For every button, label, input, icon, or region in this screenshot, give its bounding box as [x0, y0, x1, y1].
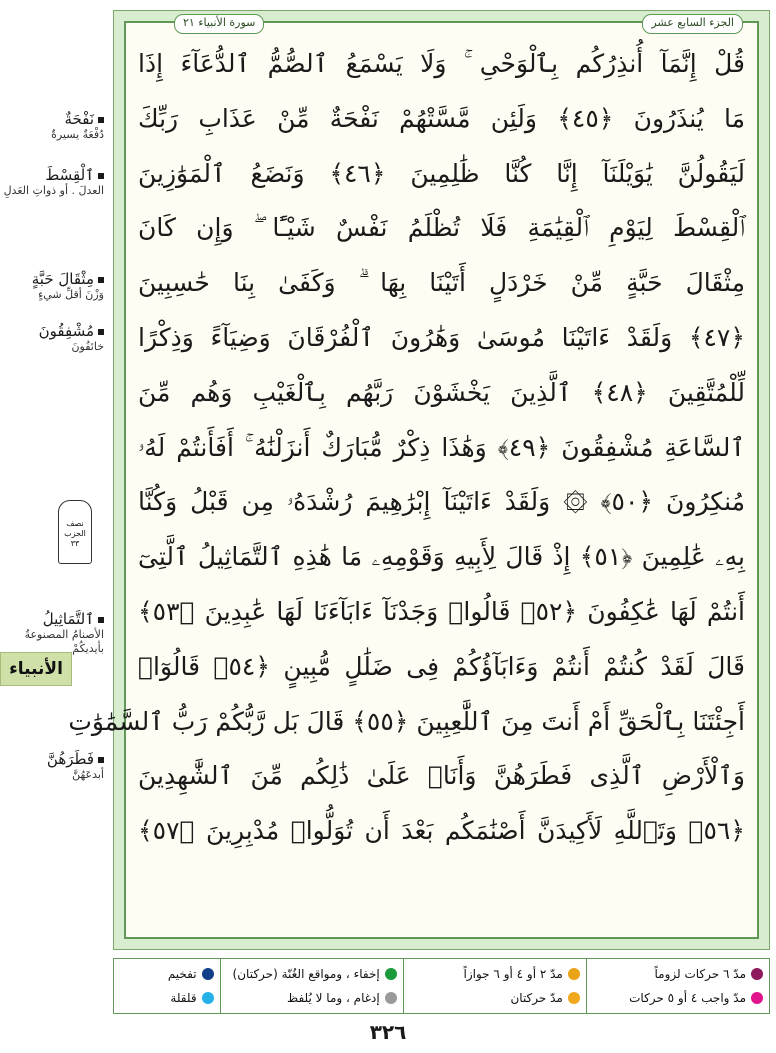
- legend-item: [227, 991, 397, 1005]
- gloss-meaning: أبدعَهُنَّ: [72, 768, 104, 781]
- legend-item: [593, 967, 763, 981]
- color-dot-icon: [568, 992, 580, 1004]
- color-dot-icon: [202, 968, 214, 980]
- surah-tab[interactable]: الأنبياء: [0, 652, 72, 686]
- legend-label: قلقلة: [170, 991, 197, 1005]
- gloss-word: ٱلتَّمَاثِيلُ: [0, 610, 104, 628]
- gloss-entry: [0, 322, 104, 354]
- legend-column: [114, 959, 220, 1013]
- verse-line: لَيَقُولُنَّ يَٰوَيْلَنَآ إِنَّا كُنَّا ظَٰلِمِينَ ﴿٤٦﴾ وَنَضَعُ ٱلْمَوَٰزِينَ: [138, 158, 745, 188]
- legend-item: [227, 967, 397, 981]
- verse-line: ٱلسَّاعَةِ مُشْفِقُونَ ﴿٤٩﴾ وَهَٰذَا ذِكْرٌ مُّبَارَكٌ أَنزَلْنَٰهُ ۚ أَفَأَنتُمْ لَهُۥ: [138, 432, 746, 462]
- legend-label: تفخيم: [167, 967, 197, 981]
- gloss-meaning: خائفُونَ: [71, 340, 104, 353]
- verse-line: مِثْقَالَ حَبَّةٍ مِّنْ خَرْدَلٍ أَتَيْنَا بِهَا ۗ وَكَفَىٰ بِنَا حَٰسِبِينَ: [138, 268, 745, 298]
- verse-line: وَٱلْأَرْضِ ٱلَّذِى فَطَرَهُنَّ وَأَنَا۠ عَلَىٰ ذَٰلِكُم مِّنَ ٱلشَّٰهِدِينَ: [138, 761, 745, 791]
- legend-label: مدّ حركتان: [510, 991, 563, 1005]
- verse-line: قُلْ إِنَّمَآ أُنذِرُكُم بِٱلْوَحْىِ ۚ وَلَا يَسْمَعُ ٱلصُّمُّ ٱلدُّعَآءَ إِذَا: [138, 49, 745, 78]
- color-dot-icon: [751, 968, 763, 980]
- verse-line: ﴿٤٧﴾ وَلَقَدْ ءَاتَيْنَا مُوسَىٰ وَهَٰرُونَ ٱلْفُرْقَانَ وَضِيَآءً وَذِكْرًا: [138, 322, 745, 352]
- color-dot-icon: [568, 968, 580, 980]
- color-dot-icon: [202, 992, 214, 1004]
- gloss-word: ٱلْقِسْطَ: [0, 166, 104, 184]
- legend-column: [403, 959, 586, 1013]
- legend-column: [586, 959, 769, 1013]
- legend-item: [120, 967, 214, 981]
- legend-label: مدّ ٦ حركات لزوماً: [654, 967, 746, 981]
- gloss-entry: [0, 166, 104, 198]
- legend-label: مدّ واجب ٤ أو ٥ حركات: [629, 991, 746, 1005]
- legend-item: [120, 991, 214, 1005]
- legend-label: إدغام ، وما لا يُلفظ: [287, 991, 380, 1005]
- surah-header: سورة الأنبياء ٢١: [174, 14, 264, 34]
- color-dot-icon: [385, 968, 397, 980]
- verse-line: مُنكِرُونَ ﴿٥٠﴾ ۞ وَلَقَدْ ءَاتَيْنَآ إِبْرَٰهِيمَ رُشْدَهُۥ مِن قَبْلُ وَكُنَّا: [138, 487, 746, 517]
- legend-item: [410, 967, 580, 981]
- gloss-meaning: العدلَ . أو ذواتِ العَدلِ: [3, 184, 104, 197]
- color-dot-icon: [751, 992, 763, 1004]
- verse-line: أَنتُمْ لَهَا عَٰكِفُونَ ﴿٥٢﴾ قَالُوا۟ وَجَدْنَآ ءَابَآءَنَا لَهَا عَٰبِدِينَ ﴿٥٣﴾: [138, 596, 745, 626]
- juz-header: الجزء السابع عشر: [642, 14, 743, 34]
- legend-item: [593, 991, 763, 1005]
- legend-item: [410, 991, 580, 1005]
- verse-line: ﴿٥٦﴾ وَتَٱللَّهِ لَأَكِيدَنَّ أَصْنَٰمَكُم بَعْدَ أَن تُوَلُّوا۟ مُدْبِرِينَ ﴿٥٧﴾: [138, 816, 745, 846]
- gloss-word: مُشْفِقُونَ: [0, 322, 104, 340]
- legend-label: مدّ ٢ أو ٤ أو ٦ جوازاً: [463, 967, 563, 981]
- gloss-meaning: وَزْنَ أقلِّ شيءٍ: [38, 288, 104, 301]
- gloss-meaning: دُفْعَةٌ يسيرةٌ: [51, 128, 104, 141]
- verse-line: لِّلْمُتَّقِينَ ﴿٤٨﴾ ٱلَّذِينَ يَخْشَوْنَ رَبَّهُم بِٱلْغَيْبِ وَهُم مِّنَ: [138, 377, 745, 407]
- gloss-word: مِثْقَالَ حَبَّةٍ: [0, 270, 104, 288]
- page-number: ٣٢٦: [369, 1020, 407, 1044]
- gloss-entry: [0, 610, 104, 656]
- margin-glosses: [0, 110, 110, 870]
- gloss-entry: [0, 270, 104, 302]
- legend-label: إخفاء ، ومواقع الغُنّة (حركتان): [232, 967, 380, 981]
- legend-column: [220, 959, 403, 1013]
- verse-line: قَالَ لَقَدْ كُنتُمْ أَنتُمْ وَءَابَآؤُكُمْ فِى ضَلَٰلٍ مُّبِينٍ ﴿٥٤﴾ قَالُوٓا۟: [138, 651, 745, 681]
- verse-line: بِهِۦ عَٰلِمِينَ ﴿٥١﴾ إِذْ قَالَ لِأَبِيهِ وَقَوْمِهِۦ مَا هَٰذِهِ ٱلتَّمَاثِيلُ ٱلَّتِىٓ: [138, 542, 745, 572]
- gloss-entry: [0, 110, 104, 142]
- gloss-word: نَفْحَةٌ: [0, 110, 104, 128]
- tajweed-legend: [113, 958, 770, 1014]
- hizb-marker: نصف الحزب ٣٣: [58, 500, 92, 564]
- gloss-word: فَطَرَهُنَّ: [0, 750, 104, 768]
- verse-line: مَا يُنذَرُونَ ﴿٤٥﴾ وَلَئِن مَّسَّتْهُمْ نَفْحَةٌ مِّنْ عَذَابِ رَبِّكَ: [138, 103, 745, 133]
- verse-line: ٱلْقِسْطَ لِيَوْمِ ٱلْقِيَٰمَةِ فَلَا تُظْلَمُ نَفْسٌ شَيْـًٔا ۖ وَإِن كَانَ: [138, 213, 745, 243]
- gloss-entry: [0, 750, 104, 782]
- gloss-meaning: الأصنامُ المصنوعةُ بأيديكُمْ: [24, 628, 104, 655]
- color-dot-icon: [385, 992, 397, 1004]
- verse-line: أَجِئْتَنَا بِٱلْحَقِّ أَمْ أَنتَ مِنَ ٱللَّٰعِبِينَ ﴿٥٥﴾ قَالَ بَل رَّبُّكُمْ رَبُّ ٱلسَّمَٰوَٰتِ: [68, 706, 745, 736]
